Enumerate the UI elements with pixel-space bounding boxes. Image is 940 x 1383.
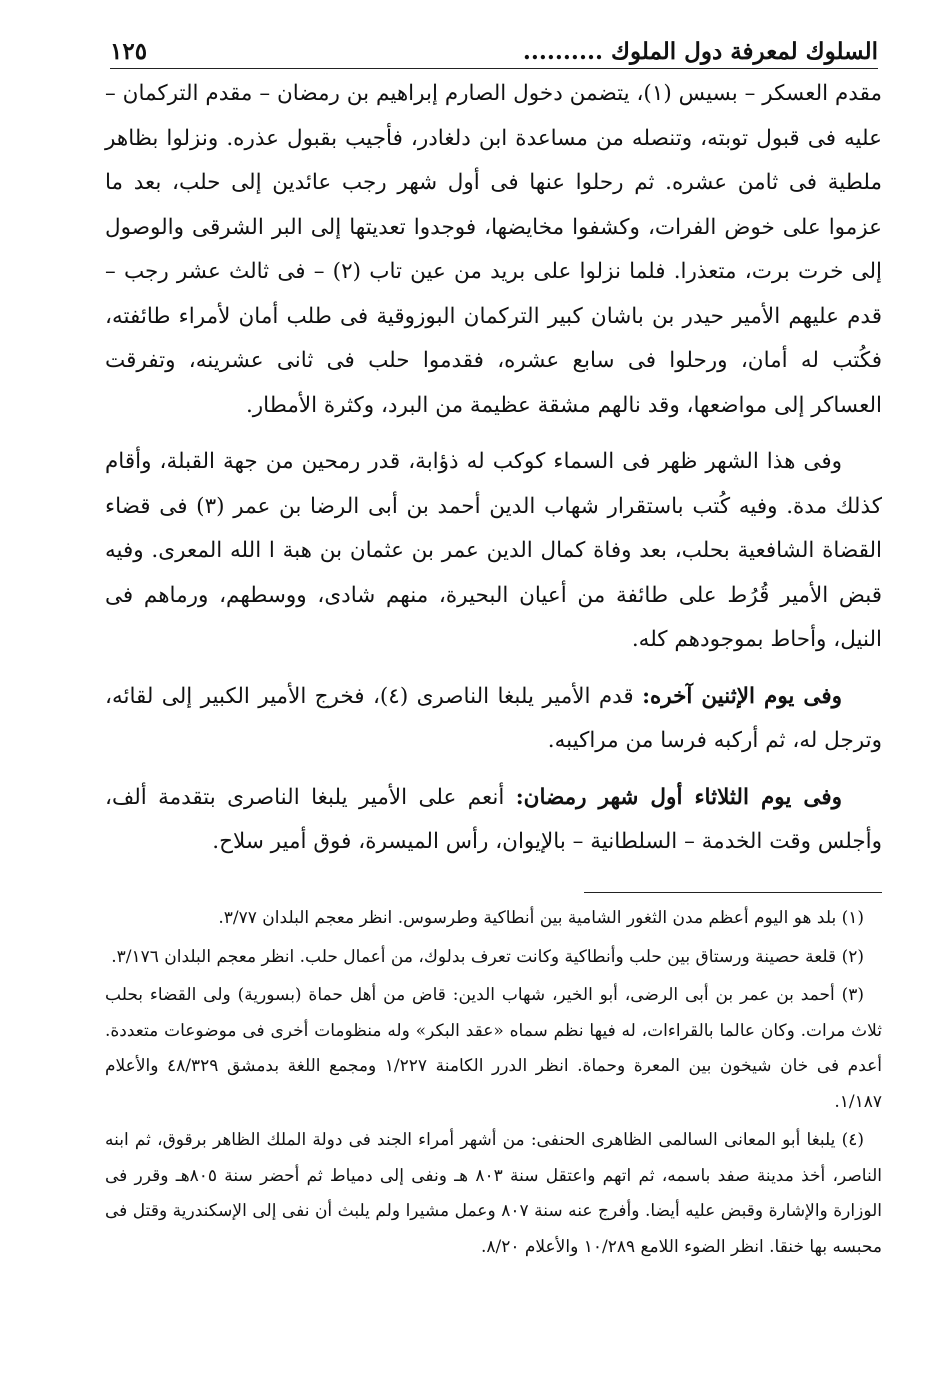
paragraph-3-text: قدم الأمير يلبغا الناصرى (٤)، فخرج الأمير الكبير إلى لقائه، وترجل له، ثم أركبه فرسا من مراكيبه.: [105, 683, 882, 753]
running-header: [110, 28, 878, 70]
header-rule: [110, 68, 878, 69]
footnote-3: (٣) أحمد بن عمر بن أبى الرضى، أبو الخير، شهاب الدين: قاض من أهل حماة (بسورية) ولى القضاء بحلب ثلاث مرات. وكان عالما بالقراءات، له فيها نظم سماه «عقد البكر» وله منظومات أخرى فى موضوعات متعددة. أعدم فى خان شيخون بين المعرة وحماة. انظر الدرر الكامنة ١/٢٢٧ ومجمع اللغة بدمشق ٤٨/٣٢٩ والأعلام ١/١٨٧.: [105, 985, 882, 1112]
paragraph-3: [105, 675, 882, 764]
footnote-4: (٤) يلبغا أبو المعانى السالمى الظاهرى الحنفى: من أشهر أمراء الجند فى دولة الملك الظاهر برقوق، ثم ابنه الناصر، أخذ مدينة صفد باسمه، ثم اتهم واعتقل سنة ٨٠٣ هـ ونفى إلى دمياط ثم أحضر سنة ٨٠٥هـ وقرر فى الوزارة والإشارة وقبض عليه أيضا. وأفرج عنه سنة ٨٠٧ وعمل مشيرا ولم يلبث أن نفى إلى الإسكندرية وقتل فى محبسه بها خنقا. انظر الضوء اللامع ١٠/٢٨٩ والأعلام ٨/٢٠.: [105, 1130, 882, 1257]
paragraph-4: [105, 776, 882, 865]
page-number: ١٢٥: [110, 38, 148, 65]
footnote-2: (٢) قلعة حصينة ورستاق بين حلب وأنطاكية وكانت تعرف بدلوك، من أعمال حلب. انظر معجم البلدان ٣/١٧٦.: [111, 946, 864, 967]
main-text: [105, 72, 882, 865]
footnote-separator: [584, 892, 882, 893]
paragraph-1: مقدم العسكر – بسيس (١)، يتضمن دخول الصارم إبراهيم بن رمضان – مقدم التركمان – عليه فى قبول توبته، وتنصله من مساعدة ابن دلغادر، فأجيب بقبول عذره. ونزلوا بظاهر ملطية فى ثامن عشره. ثم رحلوا عنها فى أول شهر رجب عائدين إلى حلب، بعد ما عزموا على خوض الفرات، وكشفوا مخايضها، فوجدوا تعديتها إلى البر الشرقى والوصول إلى خرت برت، متعذرا. فلما نزلوا على بريد من عين تاب (٢) – فى ثالث عشر رجب – قدم عليهم الأمير حيدر بن باشان كبير التركمان البوزوقية فى طلب أمان لأمراء طائفته، فكُتب له أمان، ورحلوا فى سابع عشره، فقدموا حلب فى ثانى عشرينه، وتفرقت العساكر إلى مواضعها، وقد نالهم مشقة عظيمة من البرد، وكثرة الأمطار.: [105, 81, 882, 418]
footnote-1: (١) بلد هو اليوم أعظم مدن الثغور الشامية بين أنطاكية وطرسوس. انظر معجم البلدان ٣/٧٧.: [218, 908, 864, 928]
paragraph-2: وفى هذا الشهر ظهر فى السماء كوكب له ذؤابة، قدر رمحين من جهة القبلة، وأقام كذلك مدة. وفيه كُتب باستقرار شهاب الدين أحمد بن أبى الرضا بن عمر (٣) فى قضاء القضاة الشافعية بحلب، بعد وفاة كمال الدين عمر بن عثمان بن هبة ا الله المعرى. وفيه قبض الأمير قُرُط على طائفة من أعيان البحيرة، منهم شادى، ووسطهم، ورماهم فى النيل، وأحاط بموجودهم كله.: [105, 449, 882, 652]
paragraph-4-lead: وفى يوم الثلاثاء أول شهر رمضان:: [515, 784, 842, 810]
footnotes: [105, 901, 882, 1265]
paragraph-4-text: أنعم على الأمير يلبغا الناصرى بتقدمة ألف، وأجلس وقت الخدمة – السلطانية – بالإيوان، رأس الميسرة، فوق أمير سلاح.: [105, 784, 882, 854]
paragraph-3-lead: وفى يوم الإثنين آخره:: [642, 683, 843, 709]
header-dots: ..........: [522, 38, 603, 65]
running-title: [523, 34, 878, 70]
book-title: السلوك لمعرفة دول الملوك: [610, 38, 878, 65]
